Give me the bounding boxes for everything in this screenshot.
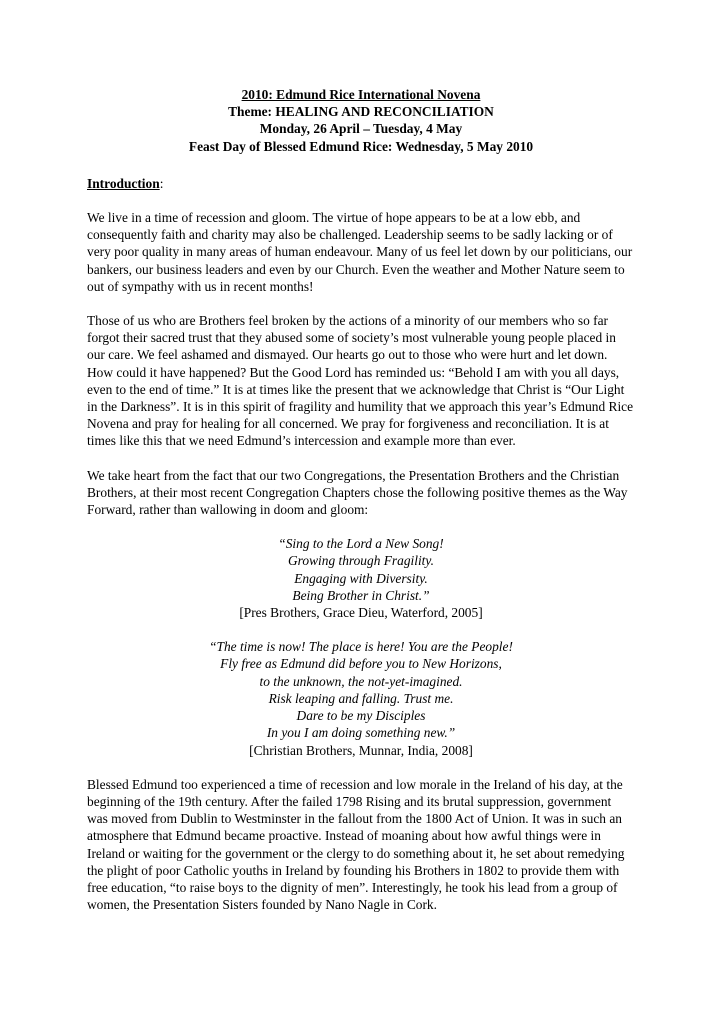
quote-line: Fly free as Edmund did before you to New Horizons, [220,656,502,672]
quote-line: Risk leaping and falling. Trust me. [268,690,454,706]
quote-line: “Sing to the Lord a New Song! [278,536,444,552]
quote-line: “The time is now! The place is here! You are the People! [209,639,513,655]
paragraph-brothers: Those of us who are Brothers feel broken by the actions of a minority of our members who so far forgot their sacred trust that they abused some of society’s most vulnerable young people placed in our care. We feel ashamed and dismayed. Our hearts go out to those who were hurt and let down. How could it have happened? But the Good Lord has reminded us: “Behold I am with you all days, even to the end of time.” It is at times like the present that we acknowledge that Christ is “Our Light in the Darkness”. It is in this spirit of fragility and humility that we approach this year’s Edmund Rice Novena and pray for healing for all concerned. We pray for forgiveness and reconciliation. It is at times like this that we need Edmund’s intercession and example more than ever. [87,313,634,449]
quote-line: Engaging with Diversity. [294,570,428,586]
quote-line: to the unknown, the not-yet-imagined. [259,673,463,689]
quote-line: Growing through Fragility. [288,553,434,569]
quote-line: In you I am doing something new.” [266,725,456,741]
quote-source: [Pres Brothers, Grace Dieu, Waterford, 2005] [239,605,483,621]
document-theme: Theme: HEALING AND RECONCILIATION [228,104,494,120]
document-header [87,86,635,155]
paragraph-blessed-edmund: Blessed Edmund too experienced a time of recession and low morale in the Ireland of his day, at the beginning of the 19th century. After the failed 1798 Rising and its brutal suppression, government was moved from Dublin to Westminster in the fallout from the 1800 Act of Union. It was in such an atmosphere that Edmund became proactive. Instead of moaning about how awful things were in Ireland or waiting for the government or the clergy to do something about it, he set about remedying the plight of poor Catholic youths in Ireland by founding his Brothers in 1802 to provide them with free education, “to raise boys to the dignity of men”. Interestingly, he took his lead from a group of women, the Presentation Sisters founded by Nano Nagle in Cork. [87,776,625,913]
paragraph-congregations: We take heart from the fact that our two Congregations, the Presentation Brothers and the Christian Brothers, at their most recent Congregation Chapters chose the following positive themes as the Way Forward, rather than wallowing in doom and gloom: [87,467,628,518]
quote-line: Being Brother in Christ.” [292,587,430,603]
quote-pres-brothers [87,535,635,621]
feast-day: Feast Day of Blessed Edmund Rice: Wednesday, 5 May 2010 [188,138,534,154]
introduction-heading-colon: : [159,175,164,191]
paragraph-recession: We live in a time of recession and gloom. The virtue of hope appears to be at a low ebb, and consequently faith and charity may also be challenged. Leadership seems to be sadly lacking or of very poor quality in many areas of human endeavour. Many of us feel let down by our politicians, our bankers, our business leaders and even by our Church. Even the weather and Mother Nature seem to out of sympathy with us in recent months! [87,210,633,294]
quote-line: Dare to be my Disciples [296,708,426,724]
introduction-heading-text: Introduction [87,175,160,191]
introduction-heading [87,175,635,192]
document-page [87,86,635,913]
document-title: 2010: Edmund Rice International Novena [241,87,481,102]
novena-dates: Monday, 26 April – Tuesday, 4 May [259,121,463,137]
quote-source: [Christian Brothers, Munnar, India, 2008] [249,742,473,758]
quote-christian-brothers [87,638,635,758]
